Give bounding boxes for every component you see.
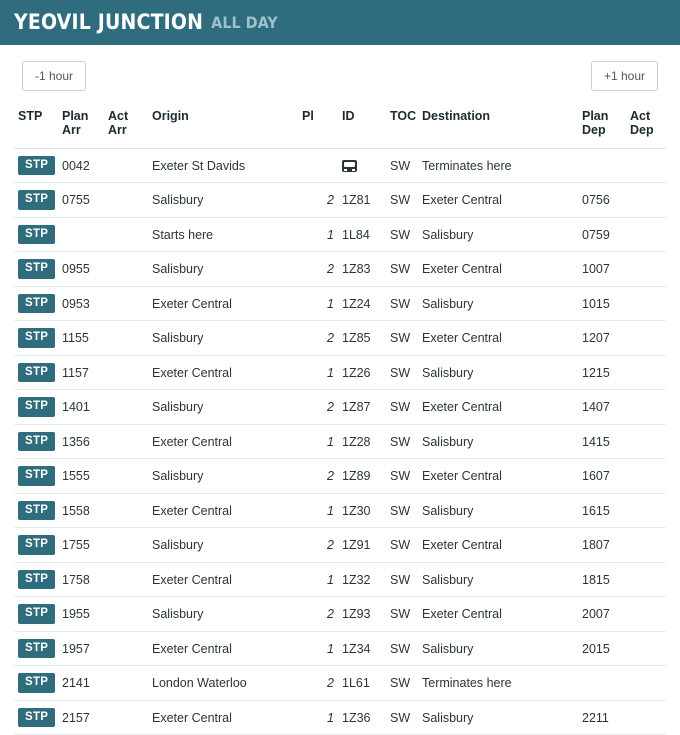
table-row[interactable] (14, 562, 666, 597)
cell-origin: Salisbury (148, 321, 298, 356)
cell-plan-arr: 1356 (58, 424, 104, 459)
cell-origin: Exeter Central (148, 493, 298, 528)
cell-act-arr (104, 390, 148, 425)
cell-act-arr (104, 355, 148, 390)
cell-act-dep (626, 217, 666, 252)
cell-act-dep (626, 355, 666, 390)
cell-act-dep (626, 528, 666, 563)
cell-platform: 2 (298, 597, 338, 632)
cell-destination: Salisbury (418, 700, 578, 735)
cell-origin: Exeter Central (148, 424, 298, 459)
cell-plan-arr: 1955 (58, 597, 104, 632)
table-row[interactable] (14, 321, 666, 356)
stp-badge: STP (18, 501, 55, 521)
cell-platform: 1 (298, 493, 338, 528)
stp-badge: STP (18, 535, 55, 555)
table-row[interactable] (14, 528, 666, 563)
cell-act-arr (104, 183, 148, 218)
stp-badge: STP (18, 259, 55, 279)
table-row[interactable] (14, 390, 666, 425)
cell-stp (14, 459, 58, 494)
cell-id: 1L84 (338, 217, 386, 252)
cell-stp (14, 700, 58, 735)
stp-badge: STP (18, 604, 55, 624)
table-row[interactable] (14, 148, 666, 183)
cell-plan-dep: 0759 (578, 217, 626, 252)
cell-act-arr (104, 252, 148, 287)
cell-stp (14, 562, 58, 597)
table-row[interactable] (14, 459, 666, 494)
cell-origin: Exeter Central (148, 286, 298, 321)
cell-id: 1Z28 (338, 424, 386, 459)
cell-act-arr (104, 217, 148, 252)
cell-plan-arr: 0953 (58, 286, 104, 321)
cell-act-dep (626, 148, 666, 183)
stp-badge: STP (18, 673, 55, 693)
cell-plan-dep: 1407 (578, 390, 626, 425)
cell-platform (298, 148, 338, 183)
column-header-toc: TOC (386, 105, 418, 148)
cell-stp (14, 424, 58, 459)
cell-act-dep (626, 252, 666, 287)
column-header-plan-dep: Plan Dep (578, 105, 626, 148)
cell-destination: Exeter Central (418, 321, 578, 356)
table-row[interactable] (14, 183, 666, 218)
cell-plan-dep: 0756 (578, 183, 626, 218)
cell-plan-dep (578, 666, 626, 701)
cell-origin: Salisbury (148, 252, 298, 287)
table-row[interactable] (14, 700, 666, 735)
stp-badge: STP (18, 570, 55, 590)
cell-destination: Terminates here (418, 148, 578, 183)
cell-act-arr (104, 148, 148, 183)
table-row[interactable] (14, 631, 666, 666)
cell-destination: Exeter Central (418, 390, 578, 425)
prev-hour-button[interactable]: -1 hour (22, 61, 86, 91)
stp-badge: STP (18, 466, 55, 486)
cell-platform: 1 (298, 217, 338, 252)
cell-plan-dep: 1215 (578, 355, 626, 390)
cell-destination: Exeter Central (418, 252, 578, 287)
cell-plan-dep: 1007 (578, 252, 626, 287)
cell-toc: SW (386, 631, 418, 666)
column-header-origin: Origin (148, 105, 298, 148)
cell-toc: SW (386, 528, 418, 563)
cell-plan-arr: 1558 (58, 493, 104, 528)
cell-act-arr (104, 424, 148, 459)
cell-toc: SW (386, 493, 418, 528)
cell-plan-dep: 2015 (578, 631, 626, 666)
cell-origin: London Waterloo (148, 666, 298, 701)
cell-plan-dep: 2211 (578, 700, 626, 735)
cell-act-dep (626, 286, 666, 321)
cell-act-dep (626, 390, 666, 425)
stp-badge: STP (18, 397, 55, 417)
cell-platform: 2 (298, 321, 338, 356)
table-row[interactable] (14, 286, 666, 321)
cell-origin: Salisbury (148, 528, 298, 563)
cell-toc: SW (386, 597, 418, 632)
hour-nav (14, 45, 666, 105)
cell-id: 1Z30 (338, 493, 386, 528)
stp-badge: STP (18, 156, 55, 176)
cell-id: 1L61 (338, 666, 386, 701)
cell-act-dep (626, 424, 666, 459)
column-header-destination: Destination (418, 105, 578, 148)
cell-plan-arr: 2157 (58, 700, 104, 735)
stp-badge: STP (18, 639, 55, 659)
cell-toc: SW (386, 183, 418, 218)
cell-act-dep (626, 562, 666, 597)
cell-origin: Exeter Central (148, 631, 298, 666)
cell-toc: SW (386, 459, 418, 494)
cell-plan-dep: 1015 (578, 286, 626, 321)
cell-destination: Salisbury (418, 562, 578, 597)
cell-toc: SW (386, 286, 418, 321)
cell-plan-arr: 0042 (58, 148, 104, 183)
cell-platform: 2 (298, 183, 338, 218)
cell-origin: Salisbury (148, 390, 298, 425)
cell-id: 1Z91 (338, 528, 386, 563)
cell-act-arr (104, 562, 148, 597)
departures-table (14, 105, 666, 735)
cell-origin: Exeter Central (148, 700, 298, 735)
cell-act-arr (104, 321, 148, 356)
cell-act-dep (626, 631, 666, 666)
column-header-act-dep: Act Dep (626, 105, 666, 148)
cell-stp (14, 183, 58, 218)
cell-plan-arr: 1755 (58, 528, 104, 563)
cell-origin: Exeter Central (148, 562, 298, 597)
cell-plan-dep: 1815 (578, 562, 626, 597)
cell-platform: 1 (298, 562, 338, 597)
board-panel (0, 45, 680, 725)
cell-stp (14, 217, 58, 252)
bus-icon (342, 160, 357, 172)
cell-plan-arr (58, 217, 104, 252)
cell-id: 1Z85 (338, 321, 386, 356)
stp-badge: STP (18, 225, 55, 245)
cell-destination: Salisbury (418, 631, 578, 666)
cell-plan-arr: 1157 (58, 355, 104, 390)
column-header-id: ID (338, 105, 386, 148)
cell-id: 1Z32 (338, 562, 386, 597)
cell-toc: SW (386, 252, 418, 287)
page-subtitle: ALL DAY (211, 12, 278, 32)
cell-plan-arr: 1155 (58, 321, 104, 356)
cell-destination: Salisbury (418, 493, 578, 528)
cell-destination: Terminates here (418, 666, 578, 701)
cell-toc: SW (386, 424, 418, 459)
stp-badge: STP (18, 190, 55, 210)
page-title: YEOVIL JUNCTION (14, 10, 204, 34)
cell-stp (14, 597, 58, 632)
cell-plan-dep: 1415 (578, 424, 626, 459)
cell-act-arr (104, 528, 148, 563)
cell-origin: Exeter St Davids (148, 148, 298, 183)
cell-destination: Salisbury (418, 355, 578, 390)
cell-platform: 2 (298, 528, 338, 563)
cell-platform: 1 (298, 700, 338, 735)
cell-id: 1Z89 (338, 459, 386, 494)
cell-platform: 2 (298, 252, 338, 287)
cell-destination: Salisbury (418, 424, 578, 459)
cell-id: 1Z26 (338, 355, 386, 390)
table-row[interactable] (14, 355, 666, 390)
cell-toc: SW (386, 355, 418, 390)
stp-badge: STP (18, 328, 55, 348)
cell-stp (14, 390, 58, 425)
cell-plan-arr: 1758 (58, 562, 104, 597)
table-row[interactable] (14, 666, 666, 701)
column-header-plan-arr: Plan Arr (58, 105, 104, 148)
cell-destination: Salisbury (418, 286, 578, 321)
cell-destination: Exeter Central (418, 459, 578, 494)
cell-id (338, 148, 386, 183)
cell-id: 1Z36 (338, 700, 386, 735)
cell-toc: SW (386, 321, 418, 356)
cell-plan-arr: 0955 (58, 252, 104, 287)
cell-stp (14, 286, 58, 321)
cell-act-dep (626, 700, 666, 735)
cell-destination: Exeter Central (418, 528, 578, 563)
cell-id: 1Z81 (338, 183, 386, 218)
cell-destination: Exeter Central (418, 597, 578, 632)
cell-platform: 2 (298, 390, 338, 425)
cell-platform: 1 (298, 424, 338, 459)
cell-toc: SW (386, 390, 418, 425)
cell-plan-dep: 1207 (578, 321, 626, 356)
cell-act-arr (104, 493, 148, 528)
table-row[interactable] (14, 493, 666, 528)
cell-platform: 1 (298, 355, 338, 390)
table-header-row (14, 105, 666, 148)
cell-toc: SW (386, 148, 418, 183)
cell-act-dep (626, 459, 666, 494)
cell-stp (14, 666, 58, 701)
column-header-pl: Pl (298, 105, 338, 148)
cell-destination: Exeter Central (418, 183, 578, 218)
cell-id: 1Z87 (338, 390, 386, 425)
cell-origin: Salisbury (148, 183, 298, 218)
cell-act-arr (104, 286, 148, 321)
cell-stp (14, 493, 58, 528)
column-header-act-arr: Act Arr (104, 105, 148, 148)
cell-stp (14, 252, 58, 287)
cell-id: 1Z34 (338, 631, 386, 666)
cell-platform: 1 (298, 286, 338, 321)
stp-badge: STP (18, 363, 55, 383)
cell-stp (14, 528, 58, 563)
table-row[interactable] (14, 217, 666, 252)
table-row[interactable] (14, 252, 666, 287)
cell-plan-dep: 1615 (578, 493, 626, 528)
cell-origin: Salisbury (148, 597, 298, 632)
cell-id: 1Z83 (338, 252, 386, 287)
table-header (14, 105, 666, 148)
cell-act-arr (104, 700, 148, 735)
cell-act-arr (104, 459, 148, 494)
stp-badge: STP (18, 294, 55, 314)
table-row[interactable] (14, 597, 666, 632)
cell-destination: Salisbury (418, 217, 578, 252)
cell-toc: SW (386, 700, 418, 735)
cell-toc: SW (386, 562, 418, 597)
cell-act-dep (626, 321, 666, 356)
stp-badge: STP (18, 708, 55, 728)
cell-plan-arr: 0755 (58, 183, 104, 218)
cell-act-dep (626, 666, 666, 701)
cell-act-dep (626, 597, 666, 632)
cell-origin: Exeter Central (148, 355, 298, 390)
cell-stp (14, 631, 58, 666)
cell-stp (14, 355, 58, 390)
page-header (0, 0, 680, 45)
next-hour-button[interactable]: +1 hour (591, 61, 658, 91)
cell-id: 1Z93 (338, 597, 386, 632)
cell-origin: Starts here (148, 217, 298, 252)
table-row[interactable] (14, 424, 666, 459)
cell-plan-arr: 2141 (58, 666, 104, 701)
cell-stp (14, 321, 58, 356)
cell-platform: 1 (298, 631, 338, 666)
cell-origin: Salisbury (148, 459, 298, 494)
cell-plan-dep: 1807 (578, 528, 626, 563)
cell-act-arr (104, 597, 148, 632)
stp-badge: STP (18, 432, 55, 452)
cell-toc: SW (386, 217, 418, 252)
cell-id: 1Z24 (338, 286, 386, 321)
column-header-stp: STP (14, 105, 58, 148)
cell-platform: 2 (298, 459, 338, 494)
cell-plan-dep (578, 148, 626, 183)
cell-act-dep (626, 183, 666, 218)
cell-act-arr (104, 631, 148, 666)
table-body (14, 148, 666, 735)
cell-plan-arr: 1957 (58, 631, 104, 666)
cell-stp (14, 148, 58, 183)
cell-plan-arr: 1401 (58, 390, 104, 425)
cell-toc: SW (386, 666, 418, 701)
cell-plan-dep: 1607 (578, 459, 626, 494)
cell-act-arr (104, 666, 148, 701)
cell-act-dep (626, 493, 666, 528)
cell-plan-arr: 1555 (58, 459, 104, 494)
cell-platform: 2 (298, 666, 338, 701)
cell-plan-dep: 2007 (578, 597, 626, 632)
